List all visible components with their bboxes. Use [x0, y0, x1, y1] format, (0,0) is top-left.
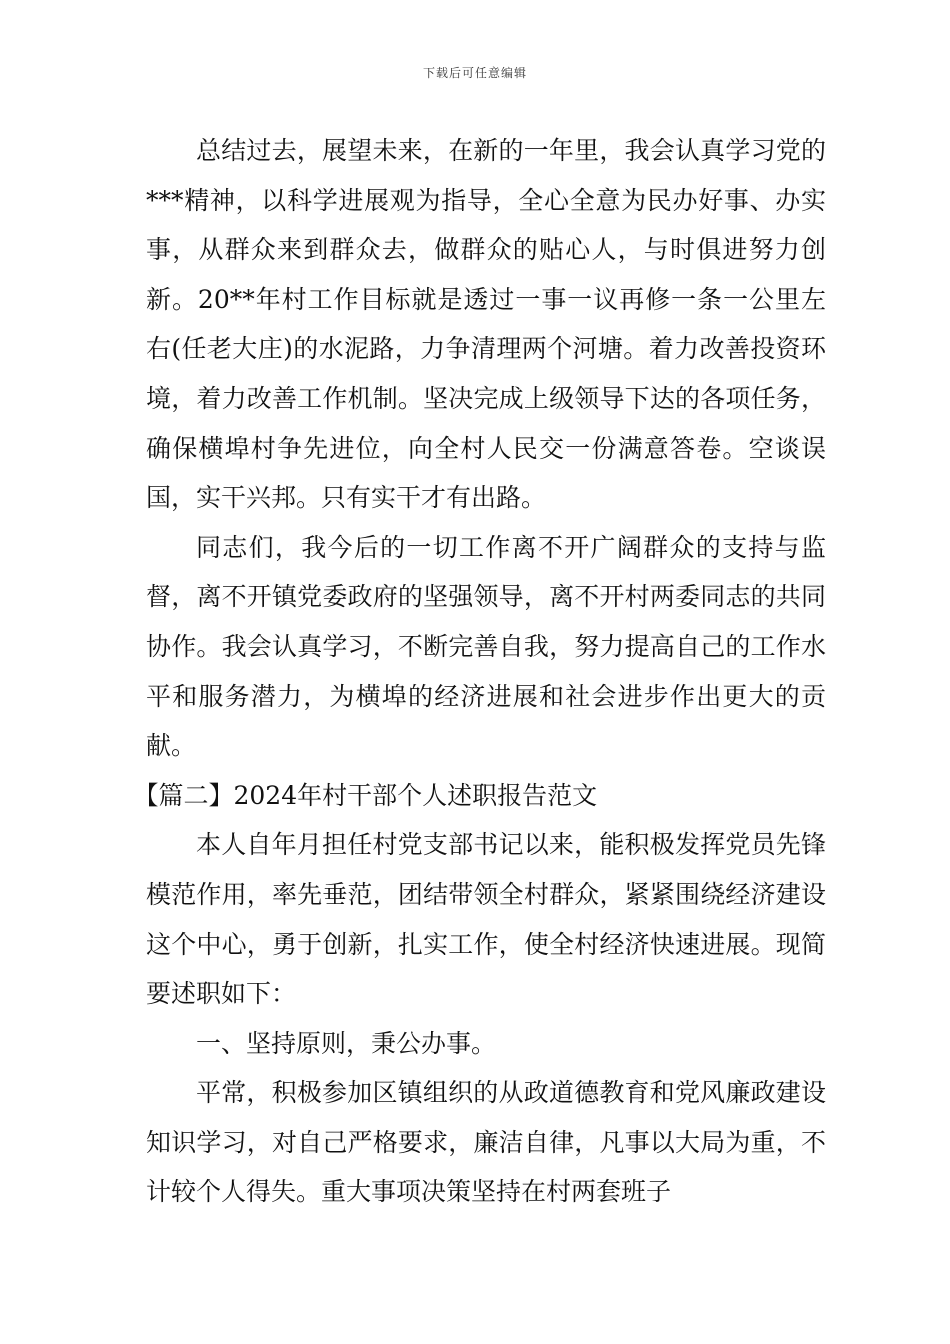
- paragraph-subheading: 一、坚持原则，秉公办事。: [196, 1028, 497, 1058]
- paragraph-intro: 本人自年月担任村党支部书记以来，能积极发挥党员先锋模范作用，率先垂范，团结带领全村群众，紧紧围绕经济建设这个中心，勇于创新，扎实工作，使全村经济快速进展。现简要述职如下：: [146, 830, 826, 1009]
- paragraph-summary: 总结过去，展望未来，在新的一年里，我会认真学习党的***精神，以科学进展观为指导，全心全意为民办好事、办实事，从群众来到群众去，做群众的贴心人，与时俱进努力创新。20**年村工作目标就是透过一事一议再修一条一公里左右(任老大庄)的水泥路，力争清理两个河塘。着力改善投资环境，着力改善工作机制。坚决完成上级领导下达的各项任务，确保横埠村争先进位，向全村人民交一份满意答卷。空谈误国，实干兴邦。只有实干才有出路。: [146, 136, 826, 513]
- document-body: [133, 126, 826, 1217]
- paragraph-principles: 平常，积极参加区镇组织的从政道德教育和党风廉政建设知识学习，对自己严格要求，廉洁自律，凡事以大局为重，不计较个人得失。重大事项决策坚持在村两套班子: [146, 1078, 826, 1207]
- page-header: 下载后可任意编辑: [422, 66, 527, 80]
- paragraph-closing: 同志们，我今后的一切工作离不开广阔群众的支持与监督，离不开镇党委政府的坚强领导，离不开村两委同志的共同协作。我会认真学习，不断完善自我，努力提高自己的工作水平和服务潜力，为横埠的经济进展和社会进步作出更大的贡献。: [146, 532, 826, 761]
- section-heading: 【篇二】2024年村干部个人述职报告范文: [133, 780, 598, 810]
